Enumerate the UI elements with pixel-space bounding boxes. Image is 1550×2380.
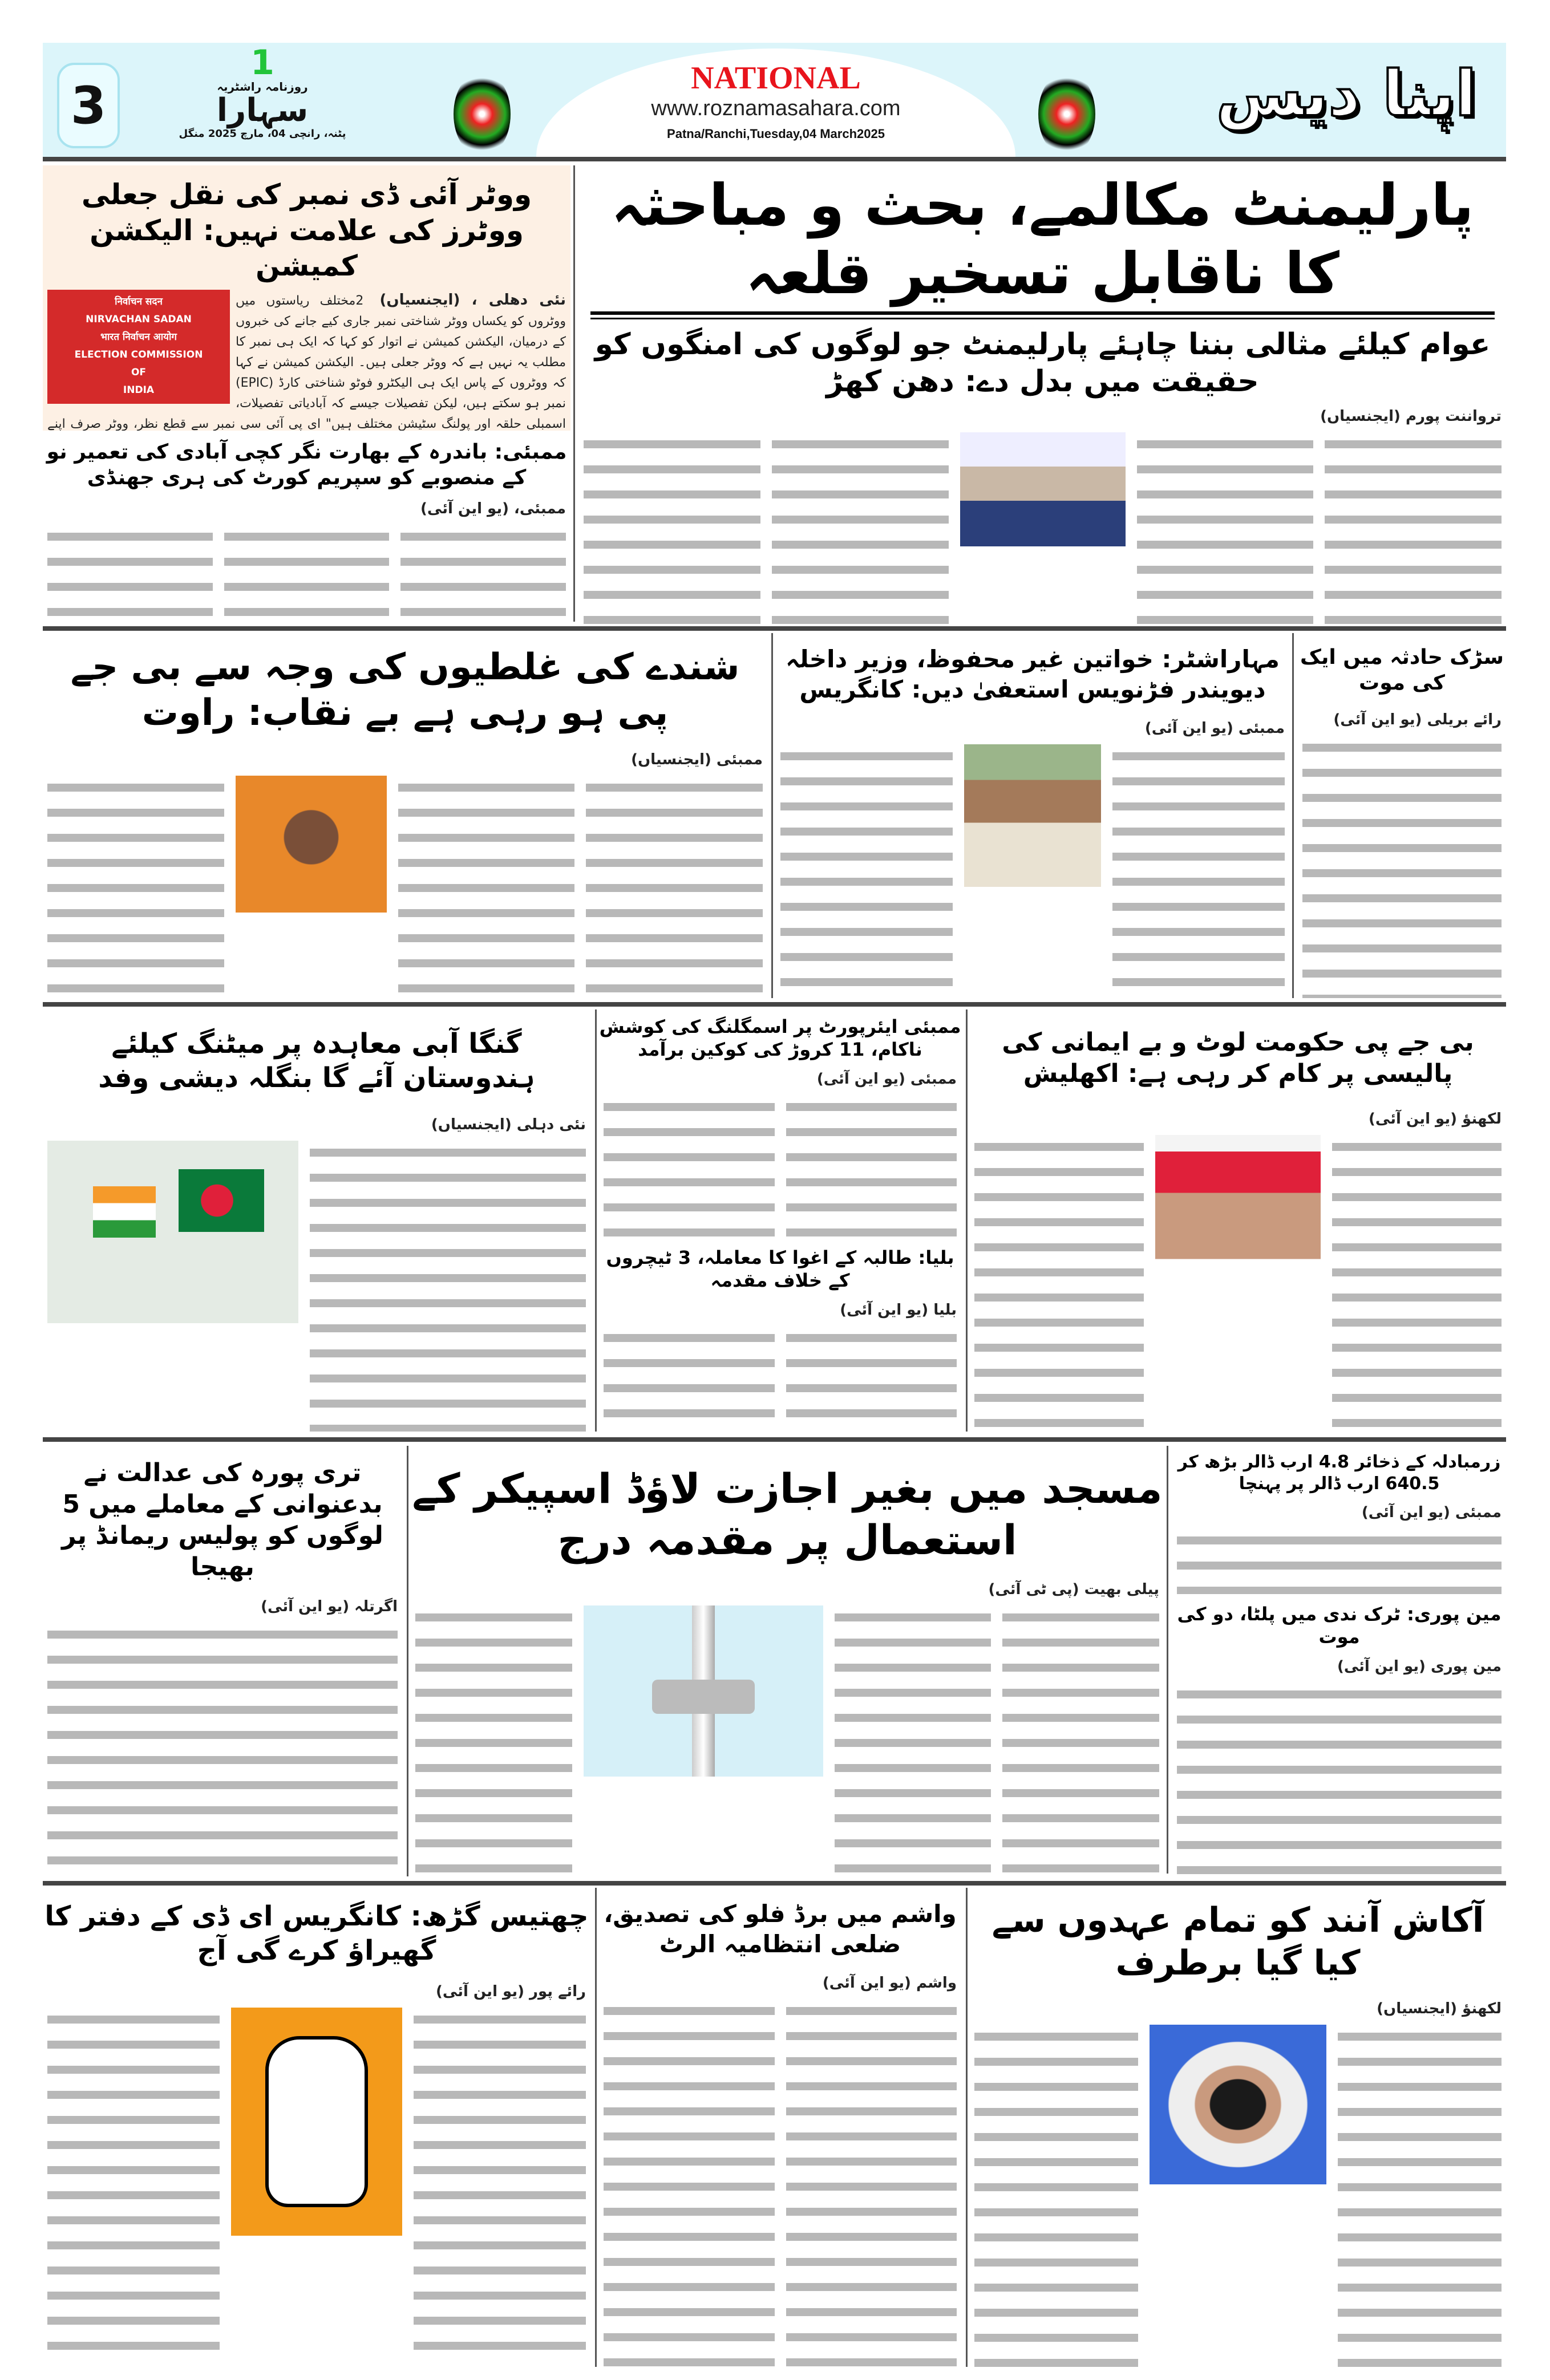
article-body bbox=[47, 1141, 586, 1432]
dateline: پیلی بھیت (پی ٹی آئی) bbox=[988, 1581, 1159, 1598]
dateline: اگرتلہ (یو این آئی) bbox=[261, 1598, 398, 1615]
image-text: निर्वाचन सदन bbox=[115, 295, 163, 307]
article-body bbox=[780, 744, 1285, 998]
article-body bbox=[604, 1095, 957, 1238]
divider bbox=[43, 626, 1506, 631]
story-washim bbox=[599, 1888, 961, 2367]
dateline: ممبئی، (یو این آئی) bbox=[420, 500, 566, 517]
article-body bbox=[1302, 736, 1502, 998]
headline: بلیا: طالبہ کے اغوا کا معاملہ، 3 ٹیچروں کے خلاف مقدمہ bbox=[606, 1247, 954, 1291]
dateline: ممبئی (یو این آئی) bbox=[1361, 1504, 1502, 1521]
dateline: ممبئی (ایجنسیاں) bbox=[631, 751, 763, 768]
website-url[interactable]: www.roznamasahara.com bbox=[651, 96, 901, 120]
headline: سڑک حادثہ میں ایک کی موت bbox=[1300, 646, 1504, 695]
sub-headline: عوام کیلئے مثالی بننا چاہئے پارلیمنٹ جو لوگوں کی امنگوں کو حقیقت میں بدل دے: دھن کھڑ bbox=[594, 327, 1491, 399]
image-text: ELECTION COMMISSION bbox=[74, 348, 203, 360]
story-airport bbox=[599, 1009, 961, 1238]
headline: تری پورہ کی عدالت نے بدعنوانی کے معاملے میں 5 لوگوں کو پولیس ریمانڈ پر بھیجا bbox=[62, 1458, 383, 1582]
dateline-english: Patna/Ranchi,Tuesday,04 March2025 bbox=[667, 127, 885, 141]
burst-left-icon bbox=[454, 71, 511, 157]
column-divider bbox=[573, 165, 575, 622]
minaret-loudspeaker-photo bbox=[584, 1605, 823, 1777]
article-body bbox=[604, 1326, 957, 1432]
article-body bbox=[974, 2025, 1502, 2367]
headline: گنگا آبی معاہدہ پر میٹنگ کیلئے ہندوستان آئے گا بنگلہ دیشی وفد bbox=[98, 1028, 535, 1094]
column-divider bbox=[1167, 1446, 1168, 1874]
dateline: رائے بریلی (یو این آئی) bbox=[1333, 711, 1502, 728]
story-ganga-treaty bbox=[43, 1009, 590, 1432]
dateline: مین پوری (یو این آئی) bbox=[1337, 1658, 1502, 1675]
logo-one-icon: 1 bbox=[250, 43, 274, 83]
article-body bbox=[1177, 1528, 1502, 1594]
bangladesh-flag-icon bbox=[179, 1169, 264, 1232]
dateline: ممبئی (یو این آئی) bbox=[816, 1071, 957, 1088]
divider bbox=[43, 157, 1506, 161]
story-mosque-loudspeaker bbox=[411, 1446, 1164, 1876]
logo-name: سہارا bbox=[216, 92, 309, 129]
headline: زرمبادلہ کے ذخائر 4.8 ارب ڈالر بڑھ کر 640.5 ارب ڈالر پر پہنچا bbox=[1177, 1452, 1501, 1494]
image-text: भारत निर्वाचन आयोग bbox=[100, 331, 177, 343]
article-body bbox=[47, 1623, 398, 1876]
story-parliament bbox=[579, 165, 1506, 625]
dateline: ممبئی (یو این آئی) bbox=[1144, 720, 1285, 737]
dhankhar-photo bbox=[960, 432, 1126, 546]
image-text: NIRVACHAN SADAN bbox=[86, 313, 192, 325]
article-body bbox=[974, 1135, 1502, 1432]
congress-hand-symbol-image bbox=[231, 2008, 402, 2236]
india-flag-icon bbox=[93, 1186, 156, 1238]
article-body bbox=[415, 1605, 1159, 1876]
story-road-accident bbox=[1298, 633, 1506, 998]
column-divider bbox=[595, 1009, 597, 1432]
article-body bbox=[47, 2008, 586, 2367]
dateline: واشم (یو این آئی) bbox=[822, 1974, 957, 1992]
main-headline: پارلیمنٹ مکالمے، بحث و مباحثہ کا ناقابل تسخیر قلعہ bbox=[611, 172, 1474, 307]
image-text: INDIA bbox=[123, 384, 155, 396]
election-commission-photo bbox=[47, 290, 230, 404]
burst-right-icon bbox=[1038, 71, 1095, 157]
story-forex bbox=[1172, 1446, 1506, 1594]
story-tripura bbox=[43, 1446, 402, 1876]
logo-tagline: روزنامہ راشٹریہ bbox=[217, 80, 308, 94]
story-mainpuri bbox=[1172, 1597, 1506, 1876]
article-body bbox=[584, 432, 1502, 625]
sanjay-raut-photo bbox=[236, 776, 387, 913]
story-akash-anand bbox=[970, 1888, 1506, 2367]
dateline: لکھنؤ (ایجنسیاں) bbox=[1377, 2000, 1502, 2017]
article-body bbox=[604, 1999, 957, 2367]
headline: ممبئی ایئرپورٹ پر اسمگلنگ کی کوشش ناکام، 11 کروڑ کی کوکین برآمد bbox=[599, 1016, 961, 1060]
story-chhattisgarh bbox=[43, 1888, 590, 2367]
politician-photo bbox=[964, 744, 1101, 887]
story-akhilesh bbox=[970, 1009, 1506, 1432]
divider bbox=[43, 1002, 1506, 1007]
article-body bbox=[43, 290, 570, 431]
headline: مہاراشٹر: خواتین غیر محفوظ، وزیر داخلہ دیویندر فڑنویس استعفیٰ دیں: کانگریس bbox=[786, 645, 1280, 703]
page-number-badge bbox=[57, 63, 120, 148]
story-ballia bbox=[599, 1240, 961, 1432]
headline: شندے کی غلطیوں کی وجہ سے بی جے پی ہو رہی ہے بے نقاب: راوت bbox=[70, 646, 740, 734]
column-divider bbox=[1292, 633, 1294, 998]
column-divider bbox=[966, 1888, 968, 2367]
column-divider bbox=[595, 1888, 597, 2367]
divider bbox=[43, 1881, 1506, 1886]
image-text: OF bbox=[131, 366, 147, 378]
headline: مین پوری: ٹرک ندی میں پلٹا، دو کی موت bbox=[1177, 1603, 1502, 1648]
story-election-commission bbox=[43, 165, 570, 431]
dateline: ترواننت پورم (ایجنسیاں) bbox=[1320, 408, 1502, 425]
story-bandra bbox=[43, 433, 570, 625]
akhilesh-photo bbox=[1155, 1135, 1321, 1300]
headline: آکاش آنند کو تمام عہدوں سے کیا گیا برطرف bbox=[991, 1900, 1484, 1983]
article-body bbox=[47, 525, 566, 625]
headline: بی جے پی حکومت لوٹ و بے ایمانی کی پالیسی پر کام کر رہی ہے: اکھلیش bbox=[1002, 1028, 1474, 1088]
dateline: رائے پور (یو این آئی) bbox=[436, 1983, 586, 2000]
headline: مسجد میں بغیر اجازت لاؤڈ اسپیکر کے استعمال پر مقدمہ درج bbox=[412, 1465, 1163, 1564]
loudspeaker-icon bbox=[652, 1680, 755, 1714]
story-raut bbox=[43, 633, 767, 998]
column-divider bbox=[771, 633, 773, 998]
article-body bbox=[47, 776, 763, 998]
section-title: NATIONAL bbox=[691, 60, 861, 96]
headline: ووٹر آئی ڈی نمبر کی نقل جعلی ووٹرز کی علامت نہیں: الیکشن کمیشن bbox=[81, 178, 532, 282]
headline: چھتیس گڑھ: کانگریس ای ڈی کے دفتر کا گھیراؤ کرے گی آج bbox=[44, 1900, 589, 1967]
body-text: 2مختلف ریاستوں میں ووٹروں کو یکساں ووٹر شناختی نمبر جاری کیے جانے کی خبروں کے درمیان، الیکشن کمیشن نے اتوار کو کہا کہ ایک ہی نمبر کا مطلب یہ نہیں ہے کہ ووٹر جعلی ہیں۔ الیکشن کمیشن نے کہا کہ ووٹروں کے پاس ایک ہی الیکٹرو فوٹو شناختی کارڈ (EPIC) نمبر ہو سکتے ہیں، لیکن تفصیلات جیسے کہ آبادیاتی تفصیلات، اسمبلی حلقہ اور پولنگ سٹیشن مختلف ہیں" ای پی آئی سی نمبر سے قطع نظر، ووٹر صرف اپنے bbox=[47, 293, 566, 431]
newspaper-logo bbox=[148, 43, 377, 154]
column-divider bbox=[966, 1009, 968, 1432]
header-center-arch bbox=[536, 48, 1015, 157]
masthead-urdu: اپنا دیس bbox=[1216, 57, 1477, 130]
india-bangladesh-flags-photo bbox=[47, 1141, 298, 1323]
article-body bbox=[1177, 1682, 1502, 1876]
hand-icon bbox=[265, 2036, 368, 2207]
column-divider bbox=[407, 1446, 408, 1876]
dateline: نئی دهلی ، (ایجنسیاں) bbox=[379, 291, 566, 309]
story-maharashtra bbox=[776, 633, 1289, 998]
dateline: لکھنؤ (یو این آئی) bbox=[1369, 1110, 1502, 1128]
mayawati-photo bbox=[1150, 2025, 1326, 2184]
dateline: بلیا (یو این آئی) bbox=[840, 1302, 957, 1319]
headline: ممبئی: باندرہ کے بھارت نگر کچی آبادی کی تعمیر نو کے منصوبے کو سپریم کورٹ کی ہری جھنڈی bbox=[46, 440, 567, 489]
date-urdu: پٹنہ، رانچی 04، مارچ 2025 منگل bbox=[179, 128, 346, 140]
headline: واشم میں برڈ فلو کی تصدیق، ضلعی انتظامیہ الرٹ bbox=[604, 1900, 957, 1958]
page-number: 3 bbox=[70, 75, 107, 136]
divider bbox=[43, 1437, 1506, 1442]
headline-rule bbox=[590, 311, 1495, 319]
dateline: نئی دہلی (ایجنسیاں) bbox=[431, 1116, 586, 1133]
